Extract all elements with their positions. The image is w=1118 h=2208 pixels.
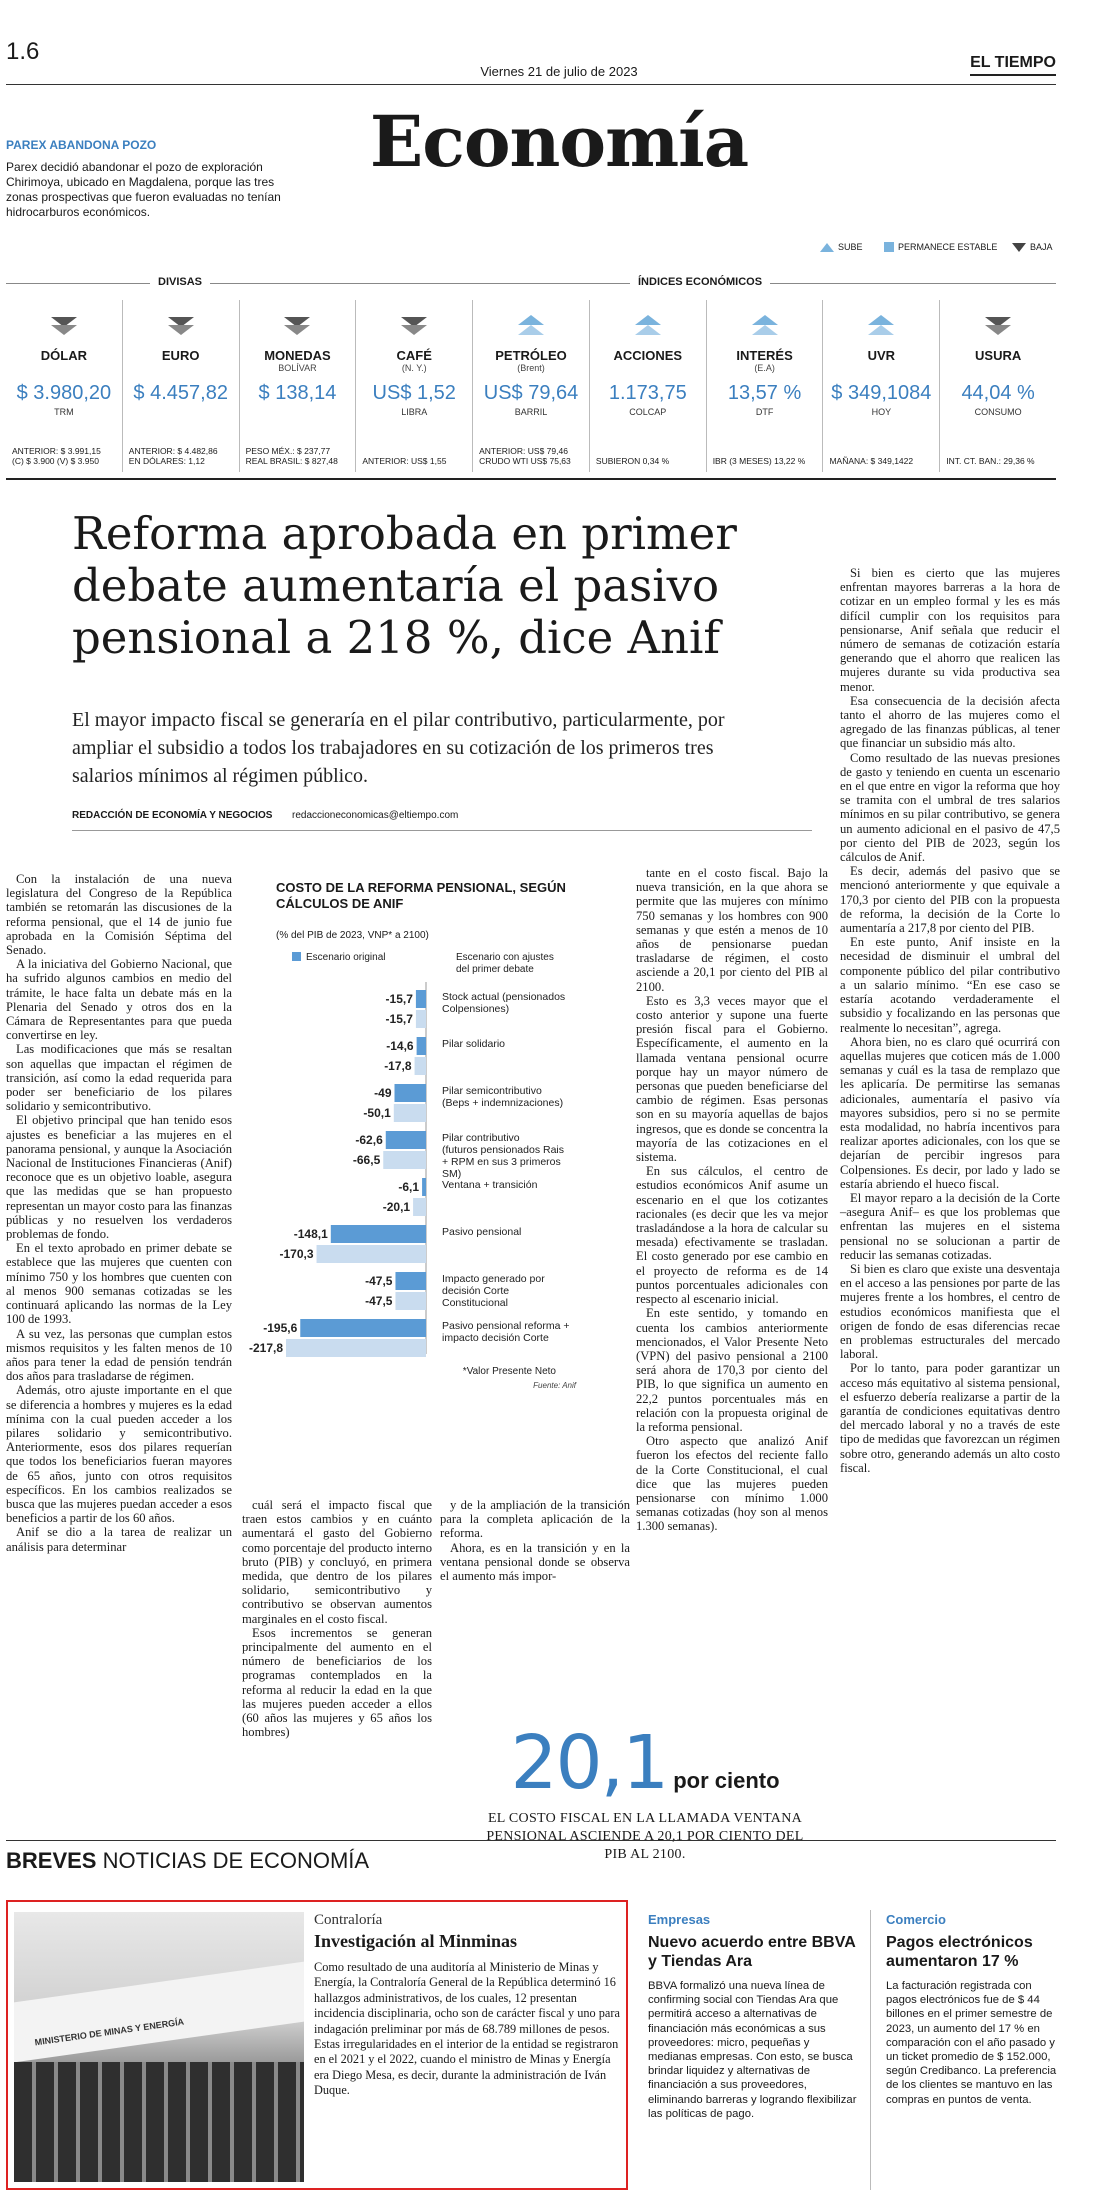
bar-label-1-1: -17,8	[384, 1059, 412, 1073]
arrow-down-icon	[1012, 243, 1026, 252]
breve-third-text: La facturación registrada con pagos electrónicos fue de $ 44 billones en el primer semestre de 2023, un aumento del 17 % en comparación con el año pasado y un ticket promedio de $ 152.000, según Credibanco. La preferencia de los clientes se mantuvo en las compras en puntos de venta.	[886, 1980, 1057, 2106]
trend-up-icon	[750, 312, 780, 340]
bar-6-1	[395, 1292, 426, 1310]
category-label-7: Pasivo pensional reforma + impacto decisión Corte	[442, 1320, 570, 1344]
article-deck: El mayor impacto fiscal se generaría en el pilar contributivo, particularmente, por ampliar el subsidio a todos los trabajadores en su cotización de los primeros tres salarios mínimos al régimen público.	[72, 709, 725, 787]
side-kicker-text: Parex decidió abandonar el pozo de exploración Chirimoya, ubicado en Magdalena, porque las tres zonas prospectivas que fueron evaluadas no tenían hidrocarburos económicos.	[6, 160, 281, 219]
bar-3-0	[386, 1131, 426, 1149]
legend-label-adjusted: Escenario con ajustes del primer debate	[456, 952, 554, 975]
group-indices: ÍNDICES ECONÓMICOS	[630, 276, 770, 288]
indicator-footnote: PESO MÉX.: $ 237,77 REAL BRASIL: $ 827,48	[245, 446, 338, 466]
paragraph: En este punto, Anif insiste en la necesidad de disminuir el umbral del componente público del pilar contributivo a un salario mínimo. “En ese caso se estaría acotando verdaderamente el subsidio y focalizando en las personas que realmente lo necesitan”, agrega.	[840, 935, 1060, 1035]
paragraph: Si bien es claro que existe una desventaja en el acceso a las pensiones por parte de las mujeres frente a los hombres, el centro de estudios económicos manifiesta que el origen de fondo de esas diferencias recae en problemas estructurales del mercado laboral.	[840, 1261, 1060, 1362]
legend-up: SUBE	[820, 242, 863, 252]
paragraph: Con la instalación de una nueva legislatura del Congreso de la República también se retomarán las discusiones de la reforma pensional, que el 14 de junio fue aprobada en la Comisión Séptima del Senado.	[6, 872, 232, 958]
indicator-footnote: ANTERIOR: $ 3.991,15 (C) $ 3.900 (V) $ 3.950	[12, 446, 101, 466]
indicator-unit: COLCAP	[629, 407, 667, 417]
breve-third	[886, 1912, 1062, 2107]
paragraph: En este sentido, y tomando en cuenta los cambios anteriormente mencionados, el Valor Presente Neto (VPN) del pasivo pensional a 2100 será ahora de 170,3 por ciento del PIB, lo que significa un aumento en 22,2 puntos porcentuales más en relación con la propuesta original de la reforma pensional.	[636, 1306, 828, 1434]
indicator-sub: (Brent)	[517, 363, 545, 373]
paragraph: Si bien es cierto que las mujeres enfrentan mayores barreras a la hora de cotizar en un empleo formal y les es más difícil cumplir con los requisitos para pensionarse, Anif señala que reducir el número de semanas de cotización estaría generando que el ahorro que realicen las mujeres durante su vida productiva sea menor.	[840, 566, 1060, 694]
indicator-sub	[590, 363, 706, 374]
bar-2-1	[394, 1104, 426, 1122]
group-divisas: DIVISAS	[150, 276, 210, 288]
indicator-value: $ 4.457,82	[133, 382, 228, 404]
paragraph: cuál será el impacto fiscal que traen estos cambios y en cuánto aumentará el gasto del Gobierno como porcentaje del producto interno bruto (PIB) y concluyó, en primera medida, que dentro de los pilares solidario, semicontributivo y contributivo se observan aumentos marginales en el costo fiscal.	[242, 1498, 432, 1626]
trend-down-icon	[399, 312, 429, 340]
bar-5-0	[331, 1225, 426, 1243]
indicators-bottom-rule	[6, 478, 1056, 480]
header-rule	[6, 84, 1056, 85]
indicator-name: DÓLAR	[40, 348, 87, 363]
article-column-3-bottom	[440, 1498, 630, 1583]
paragraph: Esos incrementos se generan principalmente del aumento en el número de beneficiarios de los programas contemplados en la reforma al reducir la edad en la que las mujeres pueden acceder a ellos (60 años las mujeres y 65 años los hombres)	[242, 1625, 432, 1740]
indicator-value: 13,57 %	[727, 382, 802, 404]
indicator-value: 44,04 %	[961, 382, 1035, 404]
byline-rule	[72, 830, 812, 831]
indicator-unit: TRM	[54, 407, 74, 417]
article-byline: REDACCIÓN DE ECONOMÍA Y NEGOCIOS	[72, 810, 273, 821]
legend-down: BAJA	[1012, 242, 1053, 252]
paragraph: Esto es 3,3 veces mayor que el costo anterior y supone una fuerte presión fiscal para el Gobierno. Específicamente, el aumento en la llamada ventana pensional ocurre porque hay un mayor número de personas que pueden beneficiarse del cambio de régimen. Esas personas son en su mayoría aquellas de bajos ingresos, que es donde se concentra la mayoría de las cotizaciones en el sistema.	[636, 993, 828, 1165]
indicator-0	[6, 300, 123, 472]
paragraph: Anif se dio a la tarea de realizar un análisis para determinar	[6, 1525, 232, 1554]
indicator-value: $ 349,1084	[831, 382, 932, 404]
indicator-unit: BARRIL	[514, 407, 548, 417]
indicator-value: US$ 79,64	[483, 382, 579, 404]
indicator-sub	[6, 363, 122, 374]
indicator-4	[473, 300, 590, 472]
indicator-name: ACCIONES	[613, 348, 683, 363]
trend-down-icon	[282, 312, 312, 340]
paragraph: Ahora bien, no es claro qué ocurrirá con aquellas mujeres que coticen más de 1.000 semanas y cuál es la tasa de remplazo que les aplicaría. De permitirse las semanas adicionales, aumentaría el pasivo vía mayores subsidios, pero si no se permite esta modalidad, no habría incentivos para realizar aportes adicionales, con los que se dejarían de percibir ingresos para Colpensiones. Es decir, por lado y lado se estaría abriendo el hueco fiscal.	[840, 1034, 1060, 1191]
indicator-footnote: INT. CT. BAN.: 29,36 %	[946, 456, 1035, 466]
chart-subtitle: (% del PIB de 2023, VNP* a 2100)	[276, 930, 429, 941]
bar-label-3-1: -66,5	[352, 1153, 381, 1167]
breve-second-text: BBVA formalizó una nueva línea de confirming social con Tiendas Ara que permitirá acceso a alternativas de financiación más económicas a sus proveedores: micro, pequeñas y medianas empresas. Con esto, se busca brindar liquidez y alternativas de financiación a sus proveedores, eliminando barreras y logrando flexibilizar las políticas de pago.	[648, 1980, 857, 2120]
article-column-2-bottom	[242, 1498, 432, 1739]
bar-label-7-1: -217,8	[248, 1341, 283, 1355]
indicator-footnote: ANTERIOR: US$ 1,55	[362, 456, 447, 466]
indicator-5	[590, 300, 707, 472]
indicator-unit: CONSUMO	[974, 407, 1022, 417]
indicator-name: PETRÓLEO	[495, 348, 567, 363]
indicator-footnote: MAÑANA: $ 349,1422	[829, 456, 914, 466]
newspaper-brand: EL TIEMPO	[970, 54, 1056, 76]
bar-4-1	[413, 1198, 426, 1216]
category-label-3: Pilar contributivo (futuros pensionados Rais + RPM en sus 3 primeros SM)	[442, 1132, 564, 1180]
bar-label-5-1: -170,3	[279, 1247, 314, 1261]
paragraph: tante en el costo fiscal. Bajo la nueva transición, en la que ahora se permite que las mujeres con mínimo 750 semanas y los hombres con 900 semanas y que estén a menos de 10 años de pensionarse puedan trasladarse de régimen, el costo asciende a 20,1 por ciento del PIB al 2100.	[636, 866, 828, 994]
category-label-4: Ventana + transición	[442, 1179, 538, 1191]
article-column-4	[840, 566, 1060, 1475]
bar-0-1	[416, 1010, 426, 1028]
paragraph: El mayor reparo a la decisión de la Corte –asegura Anif– es que los problemas que enfrentan las mujeres en el sistema pensional no se solucionan a partir de reducir las semanas cotizadas.	[840, 1190, 1060, 1262]
indicator-name: MONEDAS	[264, 348, 331, 363]
trend-down-icon	[166, 312, 196, 340]
breves-divider	[870, 1910, 871, 2190]
paragraph: Es decir, además del pasivo que se mencionó anteriormente y que equivale a 170,3 por ciento del PIB con la propuesta de reforma, la decisión de la Corte lo aumentaría a 217,8 por ciento del PIB.	[840, 864, 1060, 936]
trend-up-icon	[516, 312, 546, 340]
photo-building-facade	[14, 1962, 304, 2063]
indicator-footnote: ANTERIOR: $ 4.482,86 EN DÓLARES: 1,12	[128, 446, 218, 466]
category-label-1: Pilar solidario	[442, 1038, 506, 1050]
big-number: 20,1	[510, 1720, 668, 1806]
photo-sign: MINISTERIO DE MINAS Y ENERGÍA	[34, 2016, 185, 2048]
paragraph: A su vez, las personas que cumplan estos mismos requisitos y les falten menos de 10 años para tener la edad de pensión tendrán dos años para trasladarse de régimen.	[6, 1326, 232, 1384]
breve-second-kicker: Empresas	[648, 1912, 711, 1927]
author-email-link[interactable]: redaccioneconomicas@eltiempo.com	[292, 810, 459, 821]
indicator-name: UVR	[867, 348, 896, 363]
chart-note: *Valor Presente Neto	[462, 1366, 556, 1377]
ministry-photo	[14, 1912, 304, 2182]
paragraph: y de la ampliación de la transición para la completa aplicación de la reforma.	[440, 1498, 630, 1541]
breves-label: BREVES	[6, 1848, 97, 1873]
side-kicker: PAREX ABANDONA POZO	[6, 138, 157, 152]
legend-stable: PERMANECE ESTABLE	[884, 242, 997, 252]
category-label-5: Pasivo pensional	[442, 1226, 522, 1238]
paragraph: En el texto aprobado en primer debate se establece que las mujeres que cuenten con mínimo 750 y los hombres que cuenten con al menos 900 semanas cotizadas se les continuará aplicando las normas de la Ley 100 de 1993.	[6, 1241, 232, 1327]
category-label-0: Stock actual (pensionados Colpensiones)	[442, 991, 566, 1015]
indicator-unit: DTF	[755, 407, 774, 417]
breve-second-title: Nuevo acuerdo entre BBVA y Tiendas Ara	[648, 1934, 856, 1970]
category-label-6: Impacto generado por decisión Corte Constitucional	[442, 1273, 545, 1309]
bar-7-0	[300, 1319, 426, 1337]
arrow-up-icon	[820, 243, 834, 252]
issue-date: Viernes 21 de julio de 2023	[480, 64, 638, 79]
article-column-1	[6, 872, 232, 1554]
bar-label-3-0: -62,6	[355, 1133, 383, 1147]
bar-3-1	[383, 1151, 426, 1169]
indicator-footnote: SUBIERON 0,34 %	[595, 456, 670, 466]
legend-label-original: Escenario original	[306, 952, 386, 963]
photo-windows	[14, 2062, 304, 2182]
breve-main-kicker: Contraloría	[314, 1912, 383, 1928]
indicator-name: EURO	[161, 348, 200, 363]
indicator-sub: BOLÍVAR	[278, 363, 317, 373]
indicator-sub: (E.A)	[754, 363, 775, 373]
indicator-sub	[123, 363, 239, 374]
indicator-6	[707, 300, 824, 472]
category-label-2: Pilar semicontributivo (Beps + indemnizaciones)	[442, 1085, 564, 1109]
paragraph: A la iniciativa del Gobierno Nacional, que ha sufrido algunos cambios en medio del trámite, le hace falta un debate más en la Plenaria del Senado y otros dos en la Cámara de Representantes para que pueda convertirse en ley.	[6, 957, 232, 1043]
indicator-name: USURA	[975, 348, 1022, 363]
indicator-sub	[940, 363, 1056, 374]
bar-5-1	[317, 1245, 426, 1263]
bar-label-0-0: -15,7	[385, 992, 413, 1006]
breve-second	[648, 1912, 858, 2121]
indicator-unit: LIBRA	[401, 407, 428, 417]
indicator-footnote: IBR (3 MESES) 13,22 %	[712, 456, 806, 466]
indicator-3	[356, 300, 473, 472]
bar-4-0	[422, 1178, 426, 1196]
paragraph: Además, otro ajuste importante en el que se diferencia a hombres y mujeres es la edad mínima con la cual pueden acceder a los pilares solidario y semicontributivo. Anteriormente, esos dos pilares requerían que todos los beneficiarios fueran mayores de 65 años, junto con otros requisitos específicos. En los cambios realizados se busca que las mujeres puedan acceder a esos beneficios a partir de los 60 años.	[6, 1383, 232, 1526]
indicator-2	[240, 300, 357, 472]
indicator-8	[940, 300, 1056, 472]
bar-6-0	[395, 1272, 426, 1290]
trend-up-icon	[633, 312, 663, 340]
square-icon	[884, 242, 894, 252]
bar-label-6-0: -47,5	[365, 1274, 393, 1288]
bar-2-0	[395, 1084, 426, 1102]
indicator-value: $ 3.980,20	[16, 382, 112, 404]
indicator-7	[823, 300, 940, 472]
big-stat-caption: EL COSTO FISCAL EN LA LLAMADA VENTANA PENSIONAL ASCIENDE A 20,1 POR CIENTO DEL PIB AL 2100.	[486, 1811, 804, 1862]
indicator-value: $ 138,14	[258, 382, 337, 404]
article-column-3	[636, 866, 828, 1534]
bar-label-2-0: -49	[374, 1086, 392, 1100]
trend-up-icon	[866, 312, 896, 340]
big-number-unit: por ciento	[673, 1768, 780, 1793]
bar-label-1-0: -14,6	[386, 1039, 414, 1053]
paragraph: Otro aspecto que analizó Anif fueron los efectos del reciente fallo de la Corte Constitucional, el cual dice que las mujeres pueden pensionarse con mínimo 1.000 semanas cotizadas (hoy son al menos 1.300 semanas).	[636, 1434, 828, 1534]
indicator-name: CAFÉ	[396, 348, 432, 363]
indicator-value: US$ 1,52	[372, 382, 456, 404]
indicator-sub	[823, 363, 939, 374]
indicator-sub: (N. Y.)	[401, 363, 427, 373]
bar-label-0-1: -15,7	[385, 1012, 413, 1026]
indicator-name: INTERÉS	[736, 348, 793, 363]
chart-title: COSTO DE LA REFORMA PENSIONAL, SEGÚN CÁLCULOS DE ANIF	[276, 880, 566, 911]
bar-1-0	[417, 1037, 426, 1055]
bar-label-5-0: -148,1	[293, 1227, 328, 1241]
indicator-footnote: ANTERIOR: US$ 79,46 CRUDO WTI US$ 75,63	[479, 446, 571, 466]
bar-label-4-1: -20,1	[382, 1200, 411, 1214]
bar-1-1	[415, 1057, 426, 1075]
legend-swatch-original	[292, 952, 301, 961]
breve-third-title: Pagos electrónicos aumentaron 17 %	[886, 1934, 1033, 1970]
article-headline: Reforma aprobada en primer debate aumentaría el pasivo pensional a 218 %, dice Anif	[72, 507, 737, 664]
paragraph: Esa consecuencia de la decisión afecta tanto el ahorro de las mujeres como el agregado de las finanzas públicas, al tener que financiar un subsidio más alto.	[840, 693, 1060, 751]
breve-third-kicker: Comercio	[886, 1912, 946, 1927]
paragraph: En sus cálculos, el centro de estudios económicos Anif asume un escenario en el que los cotizantes racionales (es decir que les va mejor trasladándose a la hora de calcular su mesada) efectivamente se trasladan. El costo generado por ese cambio en el proyecto de reforma es de 14 puntos porcentuales adicionales con respecto al escenario inicial.	[636, 1164, 828, 1307]
indicator-unit: HOY	[871, 407, 892, 417]
breve-main-title: Investigación al Minminas	[314, 1931, 518, 1951]
indicator-1	[123, 300, 240, 472]
indicators-bar	[6, 300, 1056, 472]
bar-label-7-0: -195,6	[263, 1321, 298, 1335]
bar-label-6-1: -47,5	[365, 1294, 393, 1308]
breves-header	[6, 1848, 369, 1874]
bar-label-4-0: -6,1	[398, 1180, 420, 1194]
chart-source: Fuente: Anif	[533, 1381, 576, 1390]
page-number: 1.6	[6, 38, 40, 65]
chart-plot	[248, 880, 616, 1390]
big-stat	[480, 1720, 810, 1806]
indicator-value: 1.173,75	[608, 382, 687, 404]
paragraph: Las modificaciones que más se resaltan son aquellas que impactan el régimen de transición, así como la edad requerida para poder ser beneficiario de los pilares solidario y semicontributivo.	[6, 1042, 232, 1114]
section-title: Economía	[369, 100, 749, 183]
breve-main-text: Como resultado de una auditoría al Ministerio de Minas y Energía, la Contraloría General de la República determinó 16 hallazgos administrativos, de los cuales, 12 presentan incidencia disciplinaria, ocho son de carácter fiscal y uno para indagación preliminar por más de 68.789 millones de pesos. Estas irregularidades en el interior de la entidad se registraron en el 2021 y el 2022, cuando el ministro de Minas y Energía era Diego Mesa, es decir, durante la administración de Iván Duque.	[314, 1960, 620, 2098]
bar-7-1	[286, 1339, 426, 1357]
bar-0-0	[416, 990, 426, 1008]
paragraph: Ahora, es en la transición y en la ventana pensional donde se observa el aumento más impor-	[440, 1540, 630, 1584]
trend-down-icon	[983, 312, 1013, 340]
trend-down-icon	[49, 312, 79, 340]
pension-cost-chart	[248, 880, 616, 1390]
paragraph: Como resultado de las nuevas presiones de gasto y teniendo en cuenta un escenario en el que entre en vigor la reforma que hoy se tramita con el umbral de tres salarios mínimos en su pilar contributivo, se genera un aumento adicional en el pasivo de 47,5 por ciento del PIB de 2023, según los cálculos de Anif.	[840, 750, 1060, 865]
breve-main	[314, 1912, 620, 2099]
breves-sublabel: NOTICIAS DE ECONOMÍA	[102, 1848, 370, 1873]
bar-label-2-1: -50,1	[363, 1106, 391, 1120]
paragraph: Por lo tanto, para poder garantizar un acceso más equitativo al sistema pensional, el esfuerzo debería realizarse a partir de la garantía de condiciones equitativas dentro del mercado laboral y no a través de este tipo de medidas que favorezcan un régimen sobre otro, generando además un alto costo fiscal.	[840, 1361, 1060, 1475]
breves-rule	[6, 1840, 1056, 1841]
paragraph: El objetivo principal que han tenido esos ajustes es beneficiar a las mujeres en el panorama pensional, y aunque la Asociación Nacional de Instituciones Financieras (Anif) reconoce que es un objetivo loable, asegura que las medidas que se han propuesto representan un mayor costo para las finanzas públicas y no resuelven los verdaderos problemas de fondo.	[6, 1113, 232, 1242]
